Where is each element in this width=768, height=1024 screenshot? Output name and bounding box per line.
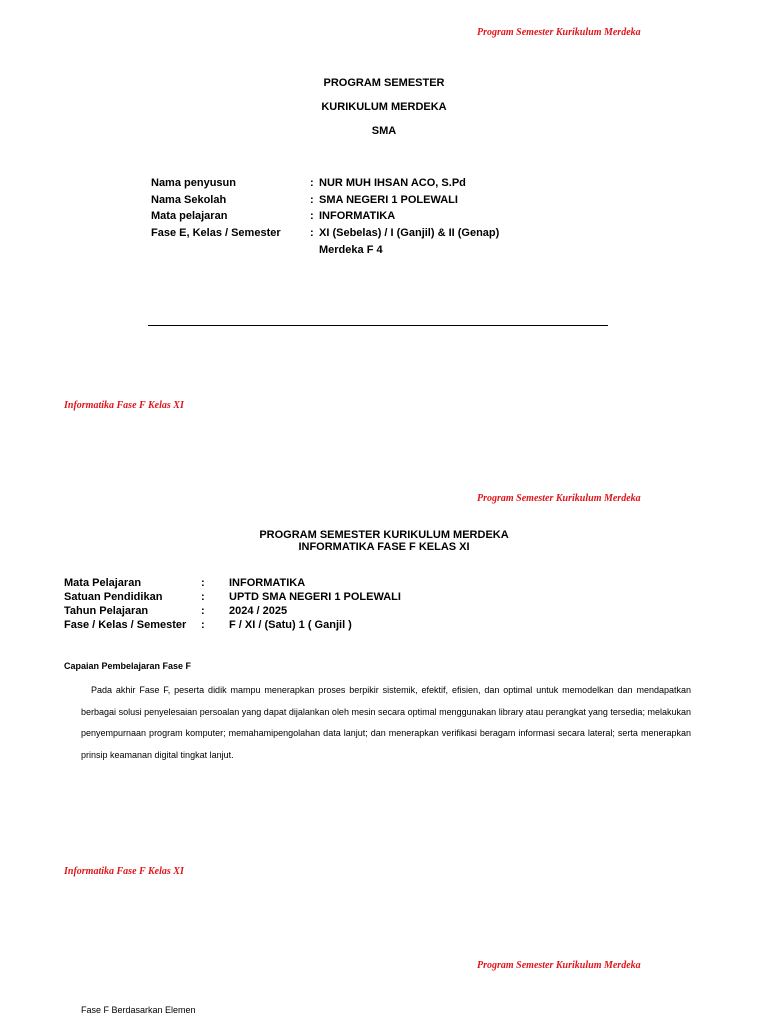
running-header: Program Semester Kurikulum Merdeka (477, 493, 641, 504)
info-label: Satuan Pendidikan (64, 591, 163, 603)
page-title-line-3: SMA (371, 125, 397, 137)
info-label: Mata Pelajaran (64, 577, 142, 589)
divider-line (148, 325, 608, 326)
section-heading: Capaian Pembelajaran Fase F (64, 661, 192, 671)
info-value: NUR MUH IHSAN ACO, S.Pd (319, 177, 466, 189)
info-colon: : (310, 177, 314, 189)
info-label: Nama Sekolah (151, 194, 227, 206)
info-label: Tahun Pelajaran (64, 605, 149, 617)
section-text: Fase F Berdasarkan Elemen (81, 1005, 196, 1015)
info-value: SMA NEGERI 1 POLEWALI (319, 194, 458, 206)
running-footer: Informatika Fase F Kelas XI (64, 866, 184, 877)
info-colon: : (201, 577, 205, 589)
info-value: INFORMATIKA (229, 577, 306, 589)
page-title-line-1: PROGRAM SEMESTER (323, 77, 445, 89)
info-value: F / XI / (Satu) 1 ( Ganjil ) (229, 619, 352, 631)
info-value: INFORMATIKA (319, 210, 396, 222)
cp-paragraph: Pada akhir Fase F, peserta didik mampu menerapkan proses berpikir sistemik, efektif, efisien, dan optimal untuk memodelkan dan mendapatkan berbagai solusi penyelesaian persoalan yang dapat dijalankan oleh mesin secara optimal menggunakan library atau perangkat yang tersedia; melakukan penyempurnaan program komputer; memahamipengolahan data lanjut; dan menerapkan verifikasi beragam informasi secara lateral; serta menerapkan prinsip keamanan digital tingkat lanjut. (81, 685, 691, 760)
info-value: UPTD SMA NEGERI 1 POLEWALI (229, 591, 401, 603)
info-value: 2024 / 2025 (229, 605, 288, 617)
info-colon: : (310, 194, 314, 206)
info-colon: : (310, 227, 314, 239)
info-value-continuation: Merdeka F 4 (319, 244, 383, 256)
page-title-line-1: PROGRAM SEMESTER KURIKULUM MERDEKA (259, 529, 509, 541)
info-label: Fase E, Kelas / Semester (151, 227, 281, 239)
info-value: XI (Sebelas) / I (Ganjil) & II (Genap) (319, 227, 500, 239)
page-title-line-2: INFORMATIKA FASE F KELAS XI (298, 541, 470, 553)
info-colon: : (201, 619, 205, 631)
running-footer: Informatika Fase F Kelas XI (64, 400, 184, 411)
info-colon: : (201, 605, 205, 617)
info-colon: : (201, 591, 205, 603)
info-label: Nama penyusun (151, 177, 236, 189)
page-title-line-2: KURIKULUM MERDEKA (321, 101, 447, 113)
info-label: Fase / Kelas / Semester (64, 619, 187, 631)
info-colon: : (310, 210, 314, 222)
info-label: Mata pelajaran (151, 210, 228, 222)
running-header: Program Semester Kurikulum Merdeka (477, 27, 641, 38)
running-header: Program Semester Kurikulum Merdeka (477, 960, 641, 971)
